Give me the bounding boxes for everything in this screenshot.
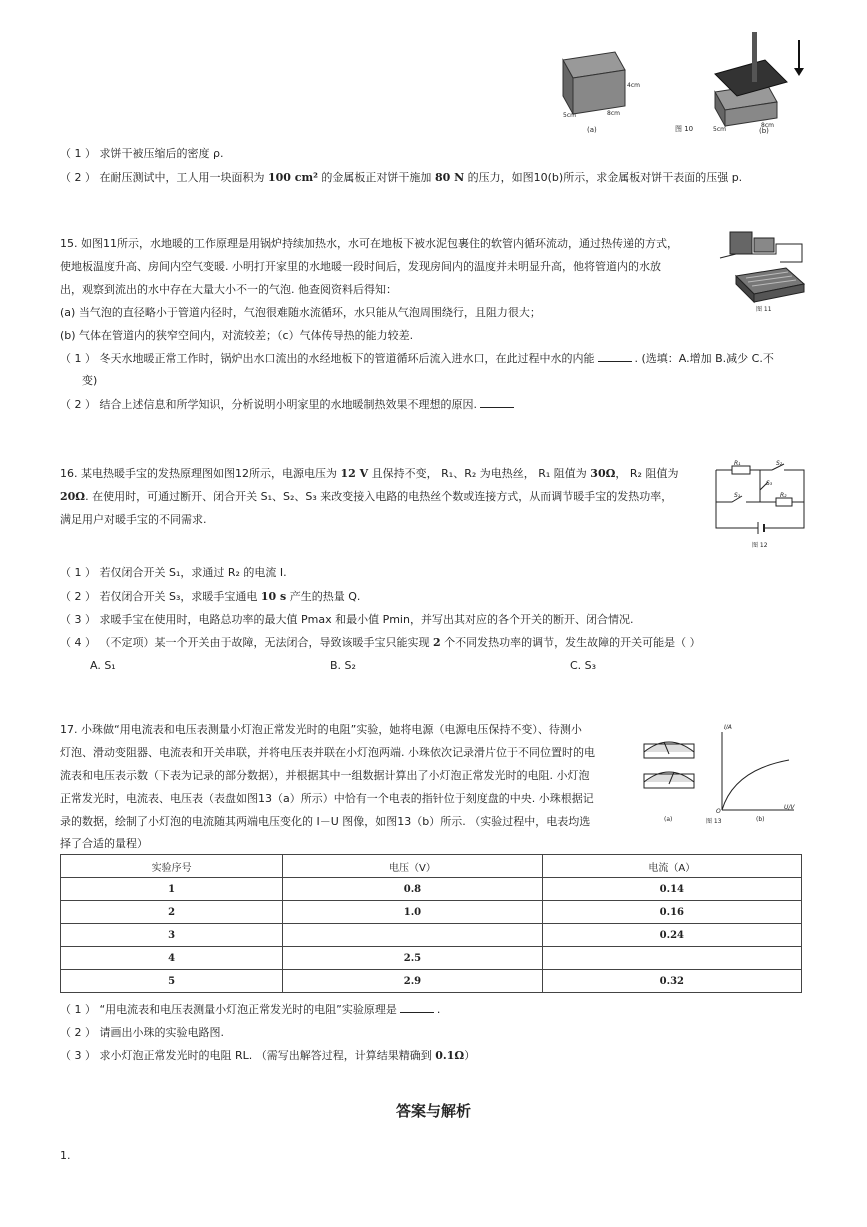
figure-13-origin: O (716, 808, 721, 815)
q16-r2-value: 20Ω (60, 490, 86, 503)
q17-line-1: 17. 小珠做“用电流表和电压表测量小灯泡正常发光时的电阻”实验，她将电源（电源电压保持不变）、待测小 (60, 723, 582, 736)
figure-10b-label: (b) (759, 127, 769, 135)
q16-line-2-b: . 在使用时，可通过断开、闭合开关 S₁、S₂、S₃ 来改变接入电路的电热丝个数或连接方式，从而调节暖手宝的发热功率， (85, 490, 673, 503)
q17-line-2: 灯泡、滑动变阻器、电流表和开关串联，并将电压表并联在小灯泡两端. 小珠依次记录滑片位于不同位置时的电 (60, 746, 595, 759)
answer-1-label: 1. (60, 1149, 71, 1162)
q16-line-1-c: 且保持不变， R₁、R₂ 为电热丝， R₁ 阻值为 (368, 467, 591, 480)
q17-line-5: 录的数据，绘制了小灯泡的电流随其两端电压变化的 I－U 图像，如图13（b）所示. （实验过程中，电表均选 (60, 815, 591, 828)
figure-13a-label: (a) (664, 816, 673, 823)
answer-blank (480, 397, 514, 408)
table-cell: 0.14 (542, 878, 801, 901)
q14-part-1: （ 1 ） 求饼干被压缩后的密度 ρ. (60, 147, 224, 160)
figure-12-caption: 图 12 (752, 542, 768, 549)
q15-part-1-options: . (选填：A.增加 B.减少 C.不 (634, 352, 774, 365)
q16-part-4 (60, 635, 701, 651)
figure-12-circuit (712, 460, 808, 552)
q17-line-3: 流表和电压表示数（下表为记录的部分数据），并根据其中一组数据计算出了小灯泡正常发光时的电阻. 小灯泡 (60, 769, 590, 782)
q17-part-3 (60, 1048, 475, 1064)
q16-part-2-c: 产生的热量 Q. (286, 590, 361, 603)
figure-10a-bottom-label-1: 5cm (563, 112, 576, 119)
table-cell (283, 924, 542, 947)
q14-part-2-text-a: （ 2 ） 在耐压测试中，工人用一块面积为 (60, 171, 268, 184)
table-cell (542, 947, 801, 970)
figure-10a-bottom-label-2: 8cm (607, 110, 620, 117)
figure-12-label-r2: R₂ (780, 492, 787, 499)
table-cell: 1 (61, 878, 283, 901)
q16-part-4-a: （ 4 ） （不定项）某一个开关由于故障，无法闭合，导致该暖手宝只能实现 (60, 636, 433, 649)
q16-line-2 (60, 489, 672, 505)
q16-line-1-e: ， R₂ 阻值为 (615, 467, 679, 480)
figure-10 (555, 30, 815, 140)
table-cell: 3 (61, 924, 283, 947)
table-cell: 0.32 (542, 970, 801, 993)
figure-12-label-s1: S₁ (734, 492, 741, 499)
q15-line-3: 出，观察到流出的水中存在大量大小不一的气泡. 他查阅资料后得知： (60, 283, 397, 296)
figure-10b-bottom-label-2: 8cm (761, 122, 774, 129)
q17-precision-value: 0.1Ω (435, 1049, 465, 1062)
q15-part-1-cont: 变) (82, 374, 98, 387)
q16-time-value: 10 s (260, 590, 287, 603)
table-cell: 2 (61, 901, 283, 924)
q14-area-value: 100 cm² (267, 171, 318, 184)
table-cell: 5 (61, 970, 283, 993)
q15-line-5: (b) 气体在管道内的狭窄空间内，对流较差；（c）气体传导热的能力较差. (60, 329, 414, 342)
q16-r1-value: 30Ω (590, 467, 616, 480)
q17-part-3-a: （ 3 ） 求小灯泡正常发光时的电阻 RL. （需写出解答过程，计算结果精确到 (60, 1049, 436, 1062)
figure-13-axis-u: U/V (784, 804, 795, 811)
q16-option-a: A. S₁ (90, 659, 116, 672)
q16-count-value: 2 (432, 636, 441, 649)
q15-line-1: 15. 如图11所示，水地暖的工作原理是用锅炉持续加热水，水可在地板下被水泥包裹住的软管内循环流动，通过热传递的方式， (60, 237, 678, 250)
q14-part-2-text-e: 的压力，如图10(b)所示，求金属板对饼干表面的压强 p. (464, 171, 743, 184)
table-row (61, 901, 802, 924)
figure-13 (634, 722, 804, 830)
figure-10-caption: 图 10 (675, 125, 694, 133)
table-header: 实验序号 (61, 855, 283, 878)
table-cell: 4 (61, 947, 283, 970)
answer-blank (400, 1002, 434, 1013)
q16-line-1-a: 16. 某电热暖手宝的发热原理图如图12所示，电源电压为 (60, 467, 341, 480)
figure-10a-side-label: 4cm (627, 82, 640, 89)
q14-part-2-text-c: 的金属板正对饼干施加 (317, 171, 435, 184)
q16-line-3: 满足用户对暖手宝的不同需求. (60, 513, 207, 526)
table-cell: 0.8 (283, 878, 542, 901)
q17-line-4: 正常发光时，电流表、电压表（表盘如图13（a）所示）中恰有一个电表的指针位于刻度盘的中央. 小珠根据记 (60, 792, 594, 805)
q17-part-1-end: . (436, 1003, 441, 1016)
q17-part-3-c: ） (464, 1049, 476, 1062)
figure-11-caption: 图 11 (756, 306, 772, 313)
figure-13b-label: (b) (756, 816, 765, 823)
q17-data-table (60, 854, 802, 993)
q17-part-1 (60, 1002, 440, 1018)
q14-force-value: 80 N (434, 171, 465, 184)
table-row (61, 947, 802, 970)
q17-line-6: 择了合适的量程） (60, 837, 148, 850)
table-header-row (61, 855, 802, 878)
q16-voltage: 12 V (340, 467, 369, 480)
table-row (61, 970, 802, 993)
figure-12-label-s2: S₂ (776, 460, 783, 467)
figure-12-label-s3: S₃ (766, 480, 773, 487)
q15-line-4: (a) 当气泡的直径略小于管道内径时，气泡很难随水流循环，水只能从气泡周围绕行，且阻力很大； (60, 306, 541, 319)
table-cell: 2.9 (283, 970, 542, 993)
answers-title: 答案与解析 (395, 1102, 471, 1120)
q14-part-2 (60, 170, 742, 186)
figure-13-caption: 图 13 (706, 818, 722, 825)
figure-10b-bottom-label-1: 5cm (713, 126, 726, 133)
q16-part-1: （ 1 ） 若仅闭合开关 S₁，求通过 R₂ 的电流 I. (60, 566, 287, 579)
q16-option-b: B. S₂ (330, 659, 356, 672)
table-cell: 1.0 (283, 901, 542, 924)
q16-option-c: C. S₃ (570, 659, 597, 672)
q15-part-2-text: （ 2 ） 结合上述信息和所学知识，分析说明小明家里的水地暖制热效果不理想的原因. (60, 398, 477, 411)
q15-part-2 (60, 397, 517, 413)
q17-part-2: （ 2 ） 请画出小珠的实验电路图. (60, 1026, 224, 1039)
q16-part-2 (60, 589, 360, 605)
table-header: 电压（V） (283, 855, 542, 878)
figure-11-drawing (716, 228, 808, 316)
q16-part-3: （ 3 ） 求暖手宝在使用时，电路总功率的最大值 Pmax 和最小值 Pmin，并写出其对应的各个开关的断开、闭合情况. (60, 613, 634, 626)
figure-12 (712, 460, 808, 552)
table-row (61, 924, 802, 947)
figure-12-label-r1: R₁ (734, 460, 741, 467)
q16-line-1 (60, 466, 678, 482)
figure-10a-label: (a) (587, 126, 597, 134)
figure-11 (716, 228, 808, 316)
q15-line-2: 使地板温度升高、房间内空气变暖. 小明打开家里的水地暖一段时间后，发现房间内的温度并未明显升高，他将管道内的水放 (60, 260, 661, 273)
q15-part-1 (60, 351, 774, 367)
figure-13-axis-i: I/A (724, 724, 732, 731)
q16-part-4-c: 个不同发热功率的调节，发生故障的开关可能是（ ） (440, 636, 701, 649)
table-header: 电流（A） (542, 855, 801, 878)
q15-part-1-text: （ 1 ） 冬天水地暖正常工作时，锅炉出水口流出的水经地板下的管道循环后流入进水口，在此过程中水的内能 (60, 352, 595, 365)
table-cell: 0.24 (542, 924, 801, 947)
q16-part-2-a: （ 2 ） 若仅闭合开关 S₃，求暖手宝通电 (60, 590, 261, 603)
table-row (61, 878, 802, 901)
q17-part-1-text: （ 1 ） “用电流表和电压表测量小灯泡正常发光时的电阻”实验原理是 (60, 1003, 397, 1016)
table-cell: 2.5 (283, 947, 542, 970)
answer-blank (598, 351, 632, 362)
table-cell: 0.16 (542, 901, 801, 924)
